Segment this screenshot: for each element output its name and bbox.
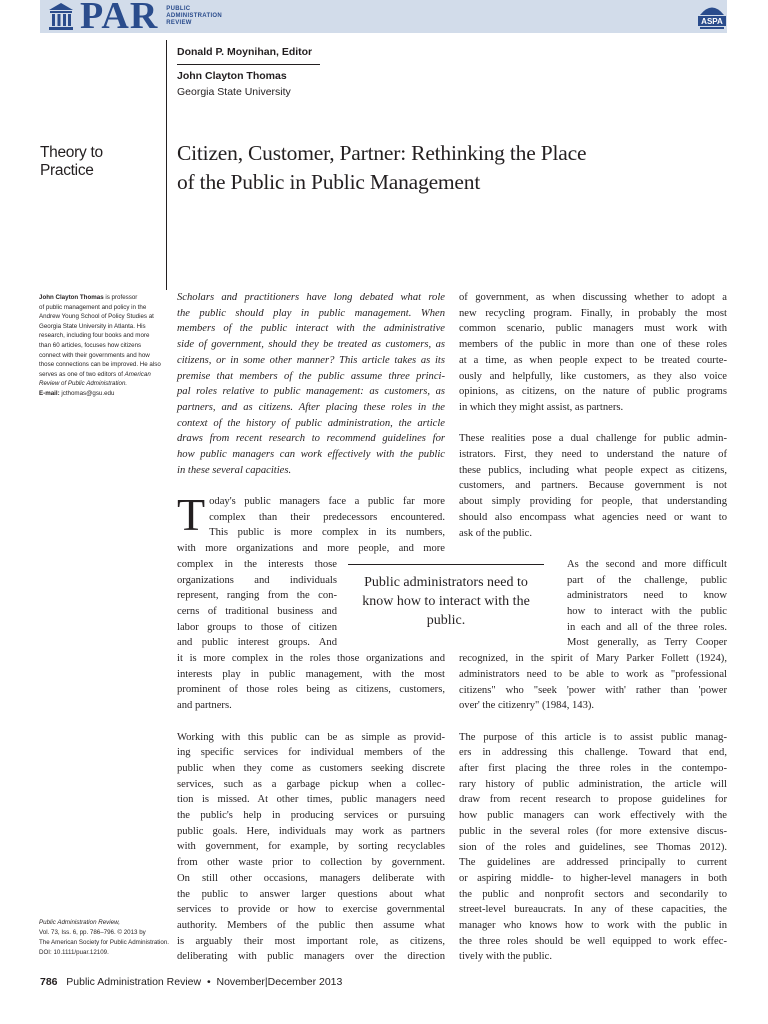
svg-text:ASPA: ASPA — [701, 17, 723, 26]
editor-rule — [177, 64, 320, 65]
author-bio: John Clayton Thomas is professor of public management and policy in the Andrew Young School of Policy Studies at Georgia State University in Atlanta. His research, including four books and more than 60 articles, focuses how citizens connect with their governments and how those connections can be improved. He also serves as one of two editors of American Review of Public Administration. E-mail: jcthomas@gsu.edu — [39, 294, 161, 397]
abstract: Scholars and practitioners have long debated what role the public should play in public management. When members of the public interact with the administrative side of government, should they be treated as customers, as citizens, or in some other manner? This article takes as its premise that members of the public assume three princi- pal roles relative to public management: as customers, as partners, and as citizens. After placing these roles in the context of the history of public administration, the article draws from recent research to recommend guidelines for how public managers can work effectively with the public in these several capacities. — [177, 292, 445, 476]
bio-email: jcthomas@gsu.edu — [59, 389, 115, 397]
section-label: Theory to Practice — [40, 144, 103, 179]
footer-journal: Public Administration Review — [66, 976, 202, 988]
vertical-rule — [166, 40, 167, 290]
body-column-right: of government, as when discussing whether to adopt a new recycling program. Finally, in probably the most common scenario, public managers must work with members of the public in more than one of these roles at a time, as when people expect to be treated courte- ously and helpfully, like customers, as they also voice opinions, as citizens, on the nature of public programs in which they might assist, as partners. These realities pose a dual challenge for public admin- istrators. First, they need to understand the nature of these publics, including what people expect as citizens, customers, and partners. Because government is not about simply providing for people, that understanding should also encompass what agencies need or want to ask of the public. As the second and more difficult part of the challenge, public administrators need to know how to interact with the public in each and all of the three roles. Most generally, as Terry Cooper recognized, in the spirit of Mary Parker Follett (1924), administrators need to be able to work as "professional citizens" who "seek 'power with' rather than 'power over' the citizenry" (1984, 143). The purpose of this article is to assist public manag- ers in addressing this challenge. Toward that end, after first placing the three roles in the contempo- rary history of public administration, the article will draw from recent research to propose guidelines for how public managers can work effectively with the public in the several roles (for more extensive discus- sion of the roles and guidelines, see Thomas 2012). The guidelines are addressed principally to current or aspiring middle- to higher-level managers in both the public and nonprofit sectors and secondarily to street-level bureaucrats. In any of these capacities, the manager who knows how to work with the public in the three roles should be well equipped to work effec- tively with the public. — [459, 292, 727, 963]
editor-line: Donald P. Moynihan, Editor — [177, 46, 313, 58]
par-logo — [48, 0, 223, 37]
par-subtitle: PUBLIC ADMINISTRATION REVIEW — [166, 5, 223, 26]
footer-issue: November|December 2013 — [216, 976, 343, 988]
aspa-logo-icon — [697, 2, 727, 32]
body-column-left: T oday's public managers face a public far more complex than their predecessors encountered. This public is more complex in its numbers, with more organizations and more people, and more complex in the interests those organizations and individuals represent, ranging from the con- cerns of traditional business and labor groups to those of citizen and public interest groups. And it is more complex in the roles those organizations and interests play in public management, with the most prominent of those roles being as citizens, customers, and partners. Working with this public can be as simple as provid- ing specific services for individual members of the public when they come as customers seeking discrete services, such as a garbage pickup when a collec- tion is missed. At other times, public managers need the public's help in producing services or pursuing public goals. Here, individuals may work as partners with government, for example, by sorting recyclables from other waste prior to collection by government. On still other occasions, managers deliberate with the public to answer larger questions about what services to provide or how to exercise governmental authority. Members of the public then assume what is arguably their most important role, as citizens, deliberating with public managers over the direction — [177, 489, 445, 963]
bio-name: John Clayton Thomas — [39, 294, 104, 301]
author-affiliation: Georgia State University — [177, 86, 291, 98]
column-building-icon — [48, 2, 74, 30]
page-number: 786 — [40, 976, 58, 988]
page-footer: 786 Public Administration Review • November|December 2013 — [40, 976, 343, 988]
author-name: John Clayton Thomas — [177, 70, 287, 82]
pull-quote: Public administrators need to know how to interact with the public. — [348, 564, 544, 630]
drop-cap: T — [177, 489, 206, 540]
article-title: Citizen, Customer, Partner: Rethinking the Place of the Public in Public Management — [177, 141, 587, 194]
citation-block: Public Administration Review, Vol. 73, Iss. 6, pp. 786–796. © 2013 by The American Society for Public Administration. DOI: 10.1111/puar.12109. — [39, 919, 169, 956]
par-wordmark: PAR — [80, 0, 159, 37]
